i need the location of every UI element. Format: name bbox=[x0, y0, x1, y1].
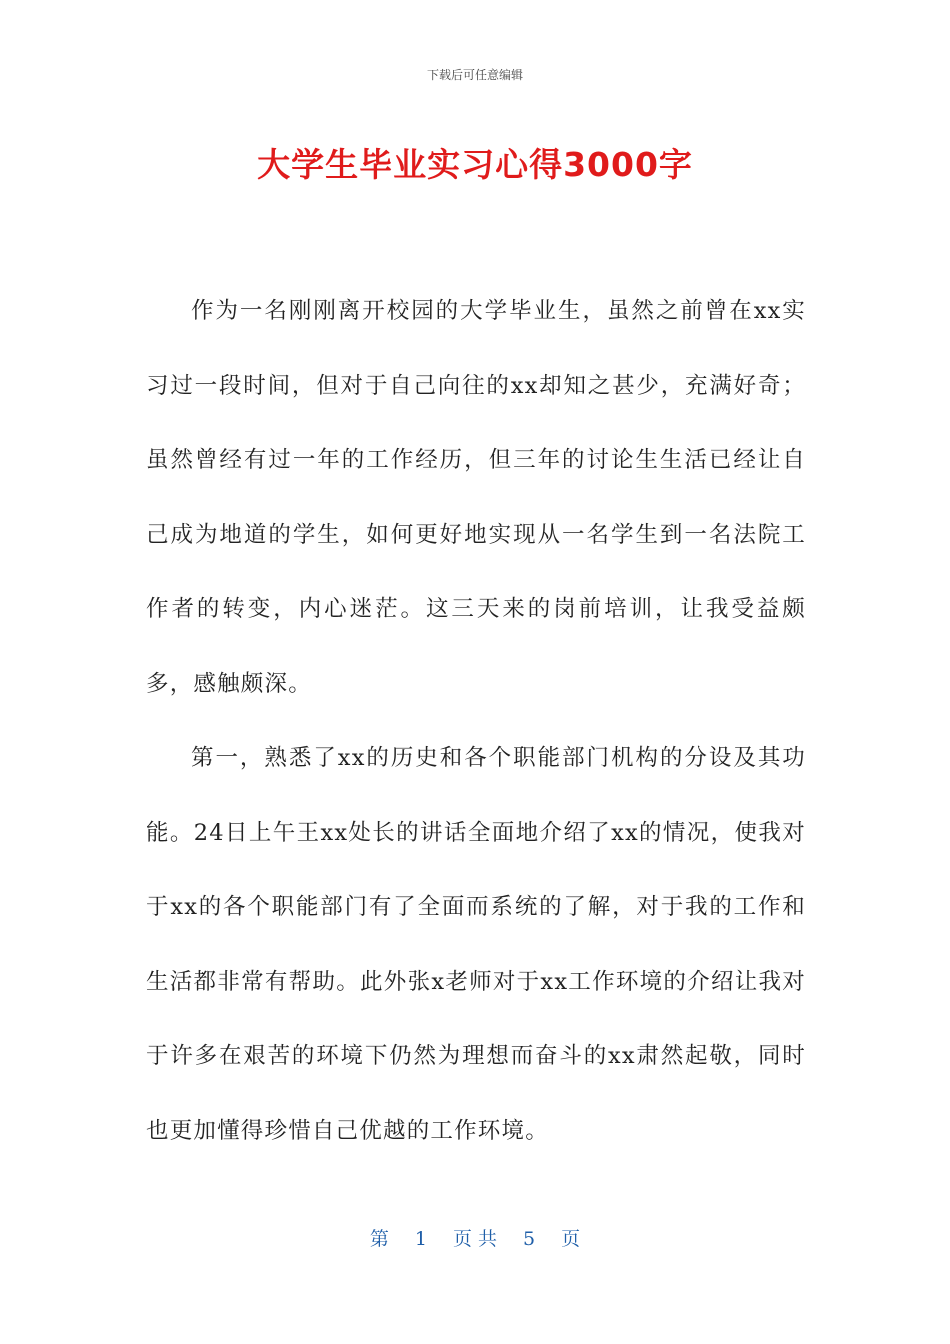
footer-page-label: 第 bbox=[369, 1228, 389, 1250]
header-note: 下载后可任意编辑 bbox=[426, 68, 523, 82]
document-body bbox=[146, 274, 806, 1168]
footer-total-label: 共 bbox=[478, 1228, 498, 1250]
paragraph: 作为一名刚刚离开校园的大学毕业生，虽然之前曾在xx实习过一段时间，但对于自己向往的xx却知之甚少，充满好奇；虽然曾经有过一年的工作经历，但三年的讨论生生活已经让自己成为地道的学生，如何更好地实现从一名学生到一名法院工作者的转变，内心迷茫。这三天来的岗前培训，让我受益颇多，感触颇深。 bbox=[146, 298, 806, 697]
footer-page-label-end: 页 bbox=[452, 1228, 472, 1250]
paragraph: 第一，熟悉了xx的历史和各个职能部门机构的分设及其功能。24日上午王xx处长的讲话全面地介绍了xx的情况，使我对于xx的各个职能部门有了全面而系统的了解，对于我的工作和生活都非常有帮助。此外张x老师对于xx工作环境的介绍让我对于许多在艰苦的环境下仍然为理想而奋斗的xx肃然起敬，同时也更加懂得珍惜自己优越的工作环境。 bbox=[146, 745, 806, 1144]
page-footer bbox=[0, 1224, 950, 1251]
document-title: 大学生毕业实习心得3000字 bbox=[257, 145, 693, 184]
footer-total-label-end: 页 bbox=[561, 1228, 581, 1250]
footer-total-pages: 5 bbox=[523, 1228, 536, 1250]
footer-current-page: 1 bbox=[414, 1228, 427, 1250]
